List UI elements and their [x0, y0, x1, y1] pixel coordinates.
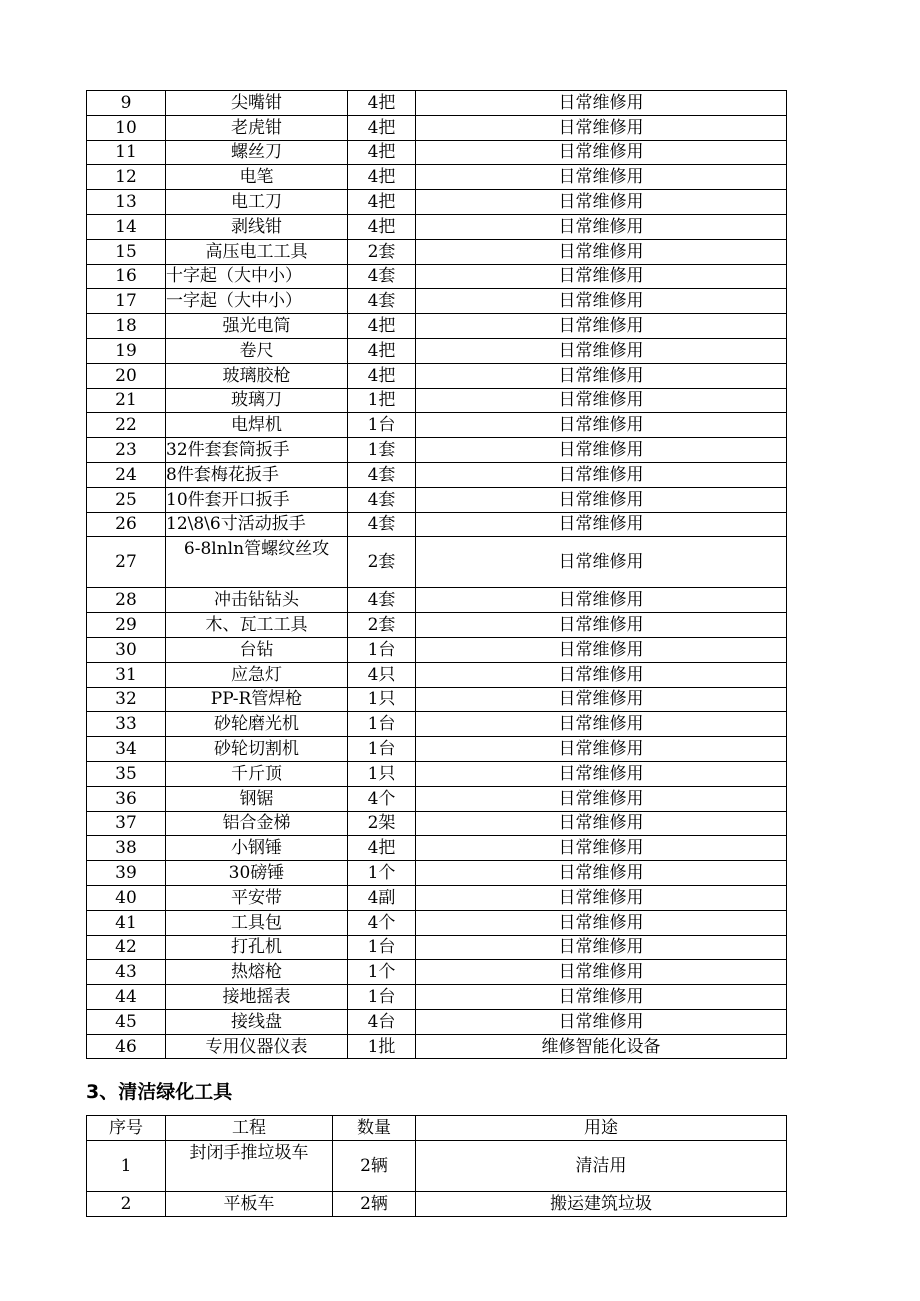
row-no: 9: [87, 91, 166, 116]
row-use: 日常维修用: [416, 960, 787, 985]
table-row: [87, 687, 787, 712]
row-qty: 4副: [348, 885, 416, 910]
row-name: 钢锯: [166, 786, 348, 811]
table-row: [87, 314, 787, 339]
row-name: 12\8\6寸活动扳手: [166, 512, 348, 537]
row-use: 日常维修用: [416, 737, 787, 762]
row-qty: 4只: [348, 662, 416, 687]
row-no: 30: [87, 637, 166, 662]
row-qty: 1把: [348, 388, 416, 413]
row-no: 13: [87, 190, 166, 215]
row-qty: 4把: [348, 190, 416, 215]
table-row: [87, 737, 787, 762]
row-name: 小钢锤: [166, 836, 348, 861]
row-name: 尖嘴钳: [166, 91, 348, 116]
table-row: [87, 1192, 787, 1217]
row-qty: 4个: [348, 910, 416, 935]
row-name: 木、瓦工工具: [166, 613, 348, 638]
row-qty: 4把: [348, 165, 416, 190]
row-name: 打孔机: [166, 935, 348, 960]
table-row: [87, 1141, 787, 1192]
table-row: [87, 413, 787, 438]
row-qty: 2架: [348, 811, 416, 836]
row-name: 30磅锤: [166, 861, 348, 886]
row-name: 铝合金梯: [166, 811, 348, 836]
table-row: [87, 1009, 787, 1034]
row-qty: 4个: [348, 786, 416, 811]
table-row: [87, 786, 787, 811]
table-row: [87, 861, 787, 886]
row-no: 45: [87, 1009, 166, 1034]
table-row: [87, 512, 787, 537]
row-qty: 1台: [348, 637, 416, 662]
row-use: 日常维修用: [416, 910, 787, 935]
table-row: [87, 165, 787, 190]
row-use: 日常维修用: [416, 861, 787, 886]
table-row: [87, 190, 787, 215]
row-no: 28: [87, 588, 166, 613]
row-use: 日常维修用: [416, 314, 787, 339]
table-row: [87, 289, 787, 314]
row-no: 27: [87, 537, 166, 588]
row-use: 日常维修用: [416, 811, 787, 836]
table-row: [87, 338, 787, 363]
table-row: [87, 214, 787, 239]
row-no: 18: [87, 314, 166, 339]
table-row: [87, 239, 787, 264]
row-use: 日常维修用: [416, 712, 787, 737]
row-name: 高压电工工具: [166, 239, 348, 264]
row-qty: 4套: [348, 289, 416, 314]
row-name: 冲击钻钻头: [166, 588, 348, 613]
row-qty: 1台: [348, 935, 416, 960]
row-use: 日常维修用: [416, 935, 787, 960]
table-row: [87, 588, 787, 613]
row-no: 22: [87, 413, 166, 438]
row-qty: 1个: [348, 960, 416, 985]
row-name: 强光电筒: [166, 314, 348, 339]
row-name: 10件套开口扳手: [166, 487, 348, 512]
row-use: 日常维修用: [416, 687, 787, 712]
row-no: 14: [87, 214, 166, 239]
table-row: [87, 885, 787, 910]
row-name: 十字起（大中小）: [166, 264, 348, 289]
row-qty: 4套: [348, 512, 416, 537]
row-use: 日常维修用: [416, 588, 787, 613]
header-name: 工程: [166, 1116, 333, 1141]
row-qty: 4台: [348, 1009, 416, 1034]
row-name: 台钻: [166, 637, 348, 662]
row-use: 日常维修用: [416, 836, 787, 861]
row-use: 日常维修用: [416, 363, 787, 388]
row-qty: 1只: [348, 761, 416, 786]
row-no: 31: [87, 662, 166, 687]
table-row: [87, 960, 787, 985]
row-name: 千斤顶: [166, 761, 348, 786]
row-name: 老虎钳: [166, 115, 348, 140]
table-row: [87, 637, 787, 662]
row-qty: 4套: [348, 264, 416, 289]
row-use: 日常维修用: [416, 115, 787, 140]
row-use: 日常维修用: [416, 637, 787, 662]
table-row: [87, 985, 787, 1010]
row-qty: 4套: [348, 487, 416, 512]
row-name: 平安带: [166, 885, 348, 910]
row-qty: 4把: [348, 140, 416, 165]
row-no: 41: [87, 910, 166, 935]
row-name: 电焊机: [166, 413, 348, 438]
table-row: [87, 761, 787, 786]
section-heading: 3、清洁绿化工具: [86, 1081, 233, 1103]
row-name: 应急灯: [166, 662, 348, 687]
table-row: [87, 537, 787, 588]
row-use: 日常维修用: [416, 388, 787, 413]
table-row: [87, 910, 787, 935]
row-use: 日常维修用: [416, 1009, 787, 1034]
row-name: 玻璃刀: [166, 388, 348, 413]
row-name: 卷尺: [166, 338, 348, 363]
row-name: 封闭手推垃圾车: [166, 1141, 333, 1192]
row-no: 43: [87, 960, 166, 985]
row-use: 日常维修用: [416, 214, 787, 239]
cleaning-tools-table: [86, 1115, 787, 1217]
row-name: 砂轮切割机: [166, 737, 348, 762]
row-name: 热熔枪: [166, 960, 348, 985]
row-use: 搬运建筑垃圾: [416, 1192, 787, 1217]
row-no: 20: [87, 363, 166, 388]
row-qty: 4把: [348, 314, 416, 339]
header-use: 用途: [416, 1116, 787, 1141]
row-name: 砂轮磨光机: [166, 712, 348, 737]
row-qty: 2套: [348, 613, 416, 638]
row-use: 日常维修用: [416, 413, 787, 438]
row-use: 日常维修用: [416, 140, 787, 165]
row-qty: 2辆: [333, 1192, 416, 1217]
row-no: 44: [87, 985, 166, 1010]
row-use: 清洁用: [416, 1141, 787, 1192]
row-name: 玻璃胶枪: [166, 363, 348, 388]
row-qty: 1台: [348, 737, 416, 762]
row-no: 33: [87, 712, 166, 737]
row-no: 26: [87, 512, 166, 537]
row-use: 日常维修用: [416, 91, 787, 116]
row-name: 接地摇表: [166, 985, 348, 1010]
row-no: 12: [87, 165, 166, 190]
row-qty: 2套: [348, 239, 416, 264]
row-use: 日常维修用: [416, 190, 787, 215]
row-qty: 4把: [348, 836, 416, 861]
row-no: 37: [87, 811, 166, 836]
table-row: [87, 462, 787, 487]
table-row: [87, 264, 787, 289]
row-no: 19: [87, 338, 166, 363]
row-no: 42: [87, 935, 166, 960]
row-no: 29: [87, 613, 166, 638]
table-row: [87, 91, 787, 116]
table-row: [87, 363, 787, 388]
row-no: 15: [87, 239, 166, 264]
row-use: 日常维修用: [416, 885, 787, 910]
row-no: 1: [87, 1141, 166, 1192]
table-row: [87, 438, 787, 463]
row-qty: 2辆: [333, 1141, 416, 1192]
table-row: [87, 388, 787, 413]
table-row: [87, 836, 787, 861]
row-no: 10: [87, 115, 166, 140]
row-name: 电笔: [166, 165, 348, 190]
table-row: [87, 115, 787, 140]
row-qty: 4套: [348, 588, 416, 613]
row-no: 11: [87, 140, 166, 165]
table-row: [87, 662, 787, 687]
row-use: 日常维修用: [416, 662, 787, 687]
table-row: [87, 613, 787, 638]
row-use: 日常维修用: [416, 537, 787, 588]
header-qty: 数量: [333, 1116, 416, 1141]
row-no: 2: [87, 1192, 166, 1217]
row-qty: 1批: [348, 1034, 416, 1059]
row-use: 日常维修用: [416, 761, 787, 786]
row-name: 电工刀: [166, 190, 348, 215]
row-use: 维修智能化设备: [416, 1034, 787, 1059]
row-name: 32件套套筒扳手: [166, 438, 348, 463]
row-qty: 1只: [348, 687, 416, 712]
row-name: 6-8lnln管螺纹丝攻: [166, 537, 348, 588]
row-no: 40: [87, 885, 166, 910]
row-no: 21: [87, 388, 166, 413]
table-header-row: [87, 1116, 787, 1141]
row-no: 24: [87, 462, 166, 487]
row-use: 日常维修用: [416, 264, 787, 289]
row-no: 35: [87, 761, 166, 786]
table-row: [87, 935, 787, 960]
row-use: 日常维修用: [416, 289, 787, 314]
row-no: 34: [87, 737, 166, 762]
row-use: 日常维修用: [416, 613, 787, 638]
row-qty: 4把: [348, 363, 416, 388]
tools-table-body: [87, 91, 787, 1059]
row-no: 16: [87, 264, 166, 289]
row-qty: 1个: [348, 861, 416, 886]
row-name: 平板车: [166, 1192, 333, 1217]
row-name: 8件套梅花扳手: [166, 462, 348, 487]
row-use: 日常维修用: [416, 239, 787, 264]
row-name: 专用仪器仪表: [166, 1034, 348, 1059]
row-qty: 1台: [348, 985, 416, 1010]
row-use: 日常维修用: [416, 165, 787, 190]
row-qty: 1台: [348, 413, 416, 438]
table-row: [87, 487, 787, 512]
row-name: 一字起（大中小）: [166, 289, 348, 314]
tools-table: [86, 90, 787, 1059]
row-no: 17: [87, 289, 166, 314]
row-qty: 4把: [348, 115, 416, 140]
row-use: 日常维修用: [416, 338, 787, 363]
table-row: [87, 811, 787, 836]
row-no: 36: [87, 786, 166, 811]
row-qty: 4把: [348, 214, 416, 239]
row-no: 32: [87, 687, 166, 712]
row-name: 剥线钳: [166, 214, 348, 239]
row-use: 日常维修用: [416, 786, 787, 811]
row-no: 25: [87, 487, 166, 512]
row-use: 日常维修用: [416, 438, 787, 463]
row-qty: 4套: [348, 462, 416, 487]
table-row: [87, 1034, 787, 1059]
row-qty: 1台: [348, 712, 416, 737]
row-no: 23: [87, 438, 166, 463]
row-use: 日常维修用: [416, 487, 787, 512]
row-qty: 4把: [348, 91, 416, 116]
row-no: 46: [87, 1034, 166, 1059]
row-name: PP-R管焊枪: [166, 687, 348, 712]
row-no: 38: [87, 836, 166, 861]
header-no: 序号: [87, 1116, 166, 1141]
row-name: 工具包: [166, 910, 348, 935]
row-qty: 1套: [348, 438, 416, 463]
table-row: [87, 140, 787, 165]
row-use: 日常维修用: [416, 985, 787, 1010]
table-row: [87, 712, 787, 737]
row-qty: 4把: [348, 338, 416, 363]
row-no: 39: [87, 861, 166, 886]
row-use: 日常维修用: [416, 512, 787, 537]
row-use: 日常维修用: [416, 462, 787, 487]
row-qty: 2套: [348, 537, 416, 588]
row-name: 接线盘: [166, 1009, 348, 1034]
row-name: 螺丝刀: [166, 140, 348, 165]
